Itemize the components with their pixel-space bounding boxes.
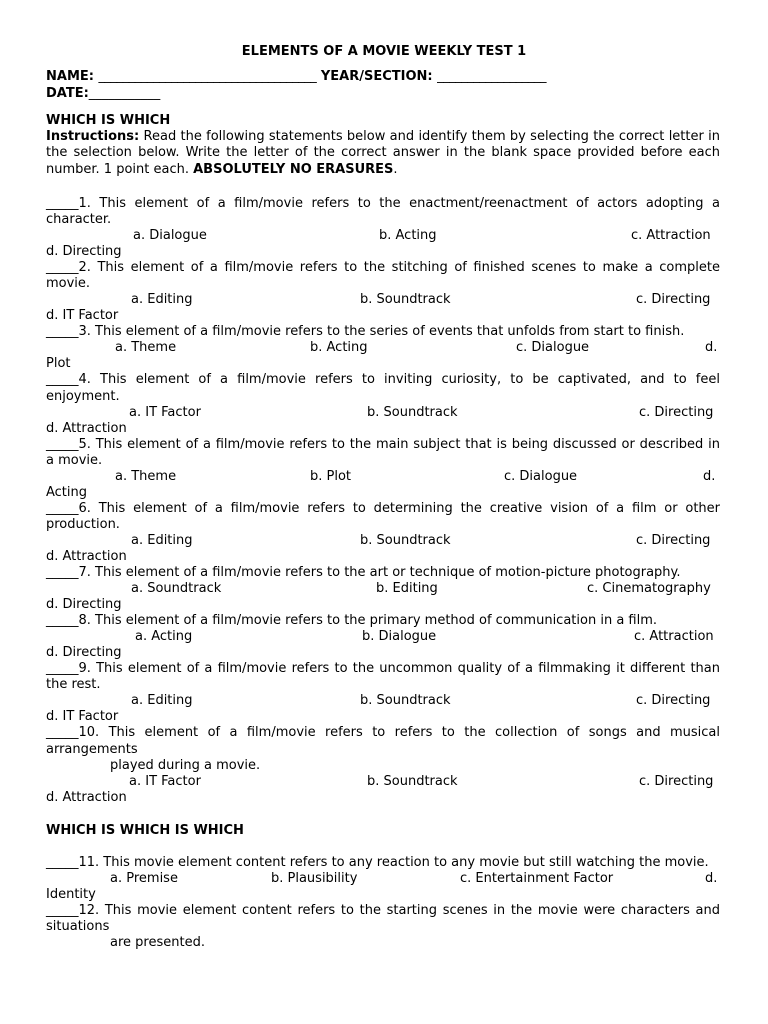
option-b: b. Plausibility — [271, 871, 358, 887]
instructions-text: Read the following statements below and identify them by selecting the correct letter in the selection below. Write the letter of the correct answer in the blank space provided before each number. 1 point each. — [46, 129, 720, 177]
question-7 — [46, 565, 720, 613]
option-d: d. Attraction — [46, 549, 127, 565]
option-a: a. Dialogue — [133, 228, 207, 244]
question-list — [46, 196, 720, 806]
question-9 — [46, 661, 720, 725]
question-2 — [46, 260, 720, 324]
name-field-line — [46, 69, 546, 85]
option-c: c. Entertainment Factor — [460, 871, 614, 887]
option-c: c. Directing — [636, 292, 711, 308]
question-stem: _____5. This element of a film/movie refers to the main subject that is being discussed or described in a movie. — [46, 436, 720, 468]
option-c: c. Dialogue — [504, 468, 578, 484]
option-b: b. Acting — [310, 340, 368, 356]
option-d-wrap: Identity — [46, 887, 96, 903]
date-field-line — [46, 86, 160, 102]
year-section-label: YEAR/SECTION: — [320, 69, 433, 84]
option-b: b. Soundtrack — [360, 292, 451, 308]
option-a: a. Theme — [115, 340, 177, 356]
option-b: b. Soundtrack — [360, 693, 451, 709]
question-stem: _____10. This element of a film/movie refers to refers to the collection of songs and musical arrangements — [46, 725, 720, 757]
question-stem: _____2. This element of a film/movie refers to the stitching of finished scenes to make a complete movie. — [46, 260, 720, 292]
year-section-blank[interactable]: __________________ — [437, 69, 547, 84]
question-stem-cont: played during a movie. — [110, 757, 261, 773]
option-a: a. IT Factor — [129, 404, 201, 420]
option-d: d. — [703, 468, 716, 484]
option-c: c. Directing — [639, 404, 714, 420]
question-8 — [46, 613, 720, 661]
question-list-2 — [46, 855, 720, 951]
option-d: d. Directing — [46, 244, 122, 260]
option-c: c. Attraction — [631, 228, 711, 244]
option-a: a. Theme — [115, 468, 177, 484]
option-d-wrap: Plot — [46, 356, 71, 372]
option-d: d. Attraction — [46, 789, 127, 805]
question-12 — [46, 903, 720, 951]
question-stem: _____9. This element of a film/movie refers to the uncommon quality of a filmmaking it different than the rest. — [46, 661, 720, 693]
option-c: c. Cinematography — [587, 581, 711, 597]
name-label: NAME: — [46, 69, 94, 84]
option-d: d. IT Factor — [46, 709, 119, 725]
option-a: a. IT Factor — [129, 773, 201, 789]
question-stem: _____6. This element of a film/movie refers to determining the creative vision of a film or other production. — [46, 500, 720, 532]
question-6 — [46, 501, 720, 565]
instructions-end: . — [393, 161, 398, 177]
instructions — [46, 129, 720, 178]
option-d: d. — [705, 340, 718, 356]
question-stem: _____11. This movie element content refers to any reaction to any movie but still watching the movie. — [46, 855, 709, 870]
question-stem: _____8. This element of a film/movie refers to the primary method of communication in a film. — [46, 613, 658, 629]
option-c: c. Attraction — [634, 629, 714, 645]
option-c: c. Directing — [639, 773, 714, 789]
date-label: DATE: — [46, 86, 89, 101]
question-5 — [46, 437, 720, 501]
option-d: d. — [705, 871, 718, 887]
option-b: b. Plot — [310, 468, 352, 484]
option-b: b. Soundtrack — [360, 533, 451, 549]
question-3 — [46, 324, 720, 372]
option-b: b. Soundtrack — [367, 404, 458, 420]
section-heading-1: WHICH IS WHICH — [46, 113, 171, 128]
option-d: d. Directing — [46, 597, 122, 613]
question-10 — [46, 725, 720, 805]
option-a: a. Editing — [131, 533, 193, 549]
question-stem: _____4. This element of a film/movie refers to inviting curiosity, to be captivated, and to feel enjoyment. — [46, 372, 720, 404]
option-d-wrap: Acting — [46, 484, 88, 500]
option-a: a. Acting — [135, 629, 193, 645]
option-c: c. Dialogue — [516, 340, 590, 356]
date-blank[interactable]: ___________ — [88, 86, 161, 101]
question-4 — [46, 372, 720, 436]
question-stem: _____7. This element of a film/movie refers to the art or technique of motion-picture photography. — [46, 565, 681, 581]
option-a: a. Editing — [131, 693, 193, 709]
question-stem: _____1. This element of a film/movie refers to the enactment/reenactment of actors adopting a character. — [46, 196, 720, 228]
option-b: b. Soundtrack — [367, 773, 458, 789]
option-d: d. Directing — [46, 645, 122, 661]
option-a: a. Soundtrack — [131, 581, 222, 597]
page-title: ELEMENTS OF A MOVIE WEEKLY TEST 1 — [241, 44, 527, 59]
question-stem: _____12. This movie element content refers to the starting scenes in the movie were characters and situations — [46, 903, 720, 935]
option-d: d. IT Factor — [46, 308, 119, 324]
option-c: c. Directing — [636, 533, 711, 549]
question-stem-cont: are presented. — [110, 935, 205, 951]
option-c: c. Directing — [636, 693, 711, 709]
option-a: a. Premise — [110, 871, 178, 887]
instructions-label: Instructions: — [46, 129, 140, 144]
option-d: d. Attraction — [46, 420, 127, 436]
option-b: b. Dialogue — [362, 629, 437, 645]
question-1 — [46, 196, 720, 260]
question-stem: _____3. This element of a film/movie refers to the series of events that unfolds from start to finish. — [46, 324, 685, 340]
instructions-emphasis: ABSOLUTELY NO ERASURES — [193, 161, 394, 177]
option-b: b. Editing — [376, 581, 438, 597]
question-11 — [46, 855, 720, 903]
name-blank[interactable]: ____________________________________ — [98, 69, 317, 84]
option-b: b. Acting — [379, 228, 437, 244]
section-heading-2: WHICH IS WHICH IS WHICH — [46, 823, 244, 838]
option-a: a. Editing — [131, 292, 193, 308]
